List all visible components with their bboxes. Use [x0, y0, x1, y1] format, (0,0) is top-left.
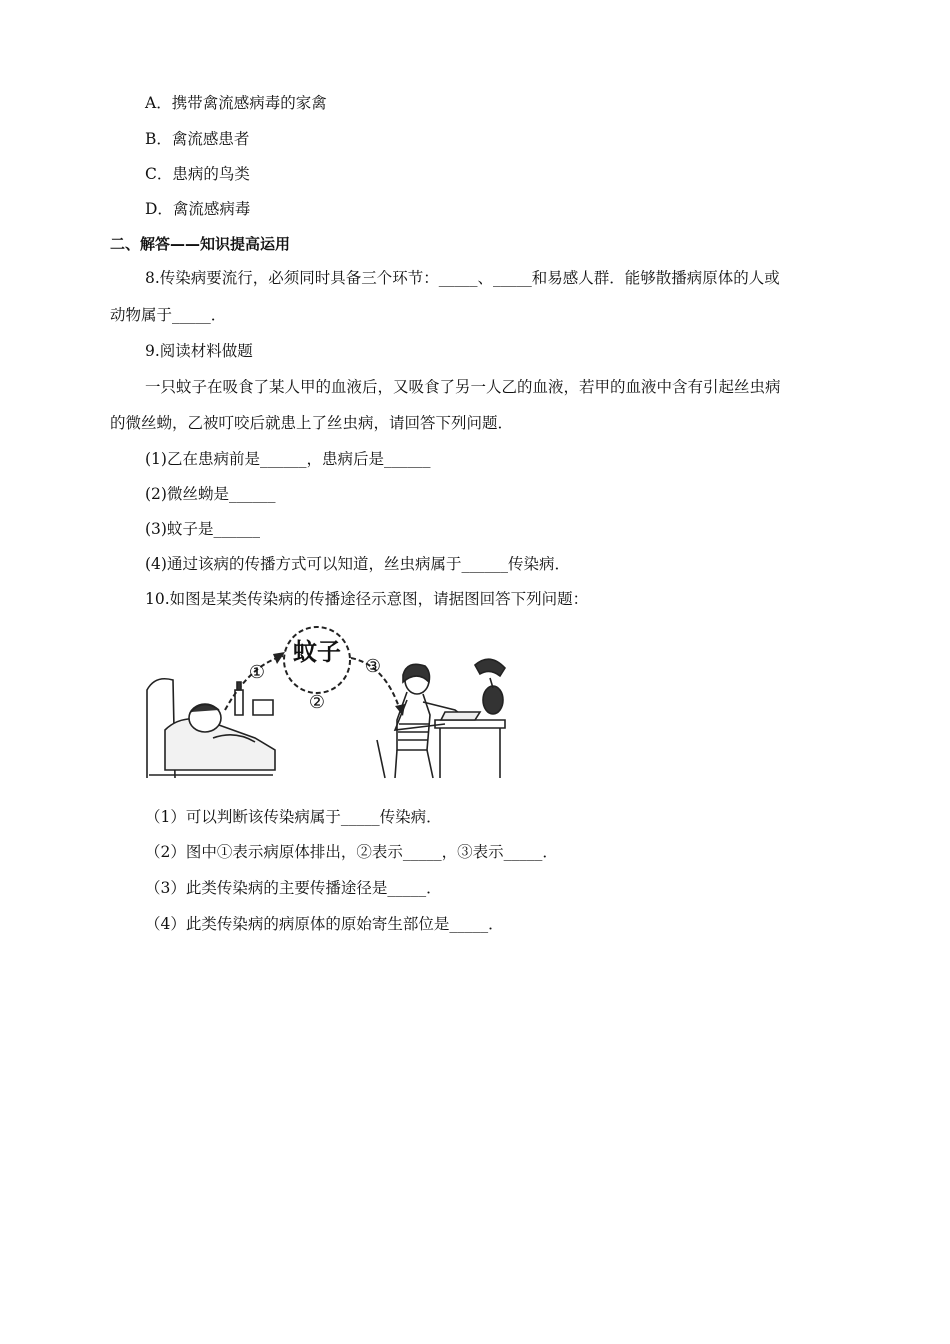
q8-line1: 8.传染病要流行，必须同时具备三个环节：_____、_____和易感人群．能够散播病原体的人或	[145, 269, 780, 287]
sick-person-illustration	[147, 679, 275, 778]
q9-sub1: (1)乙在患病前是______，患病后是______	[145, 450, 431, 468]
q9-title: 9.阅读材料做题	[145, 342, 253, 360]
mosquito-label: 蚊子	[293, 638, 341, 666]
q10-title: 10.如图是某类传染病的传播途径示意图，请据图回答下列问题：	[145, 590, 589, 608]
q9-sub2: (2)微丝蚴是______	[145, 485, 276, 503]
q7-option-d: D．禽流感病毒	[145, 200, 251, 218]
q9-para-line2: 的微丝蚴，乙被叮咬后就患上了丝虫病，请回答下列问题．	[110, 414, 514, 432]
q9-para-line1: 一只蚊子在吸食了某人甲的血液后，又吸食了另一人乙的血液，若甲的血液中含有引起丝虫病	[145, 378, 781, 396]
section2-heading: 二、解答——知识提高运用	[110, 235, 291, 253]
q9-sub4: (4)通过该病的传播方式可以知道，丝虫病属于______传染病．	[145, 555, 570, 573]
q7-option-b: B．禽流感患者	[145, 130, 250, 148]
q9-sub3: (3)蚊子是______	[145, 520, 260, 538]
q10-sub2: （2）图中①表示病原体排出，②表示_____，③表示_____．	[145, 843, 558, 861]
q10-sub1: （1）可以判断该传染病属于_____传染病．	[145, 808, 442, 826]
q7-option-a: A．携带禽流感病毒的家禽	[145, 94, 327, 112]
q8-line2: 动物属于_____．	[110, 306, 227, 324]
q10-sub4: （4）此类传染病的病原体的原始寄生部位是_____．	[145, 915, 504, 933]
q7-option-c: C．患病的鸟类	[145, 165, 250, 183]
q10-sub3: （3）此类传染病的主要传播途径是_____．	[145, 879, 442, 897]
arrow-3-label: ③	[364, 656, 382, 677]
arrow-2-label: ②	[308, 692, 326, 713]
student-illustration	[377, 659, 505, 778]
transmission-diagram	[145, 620, 515, 780]
arrow-1-label: ①	[248, 662, 266, 683]
